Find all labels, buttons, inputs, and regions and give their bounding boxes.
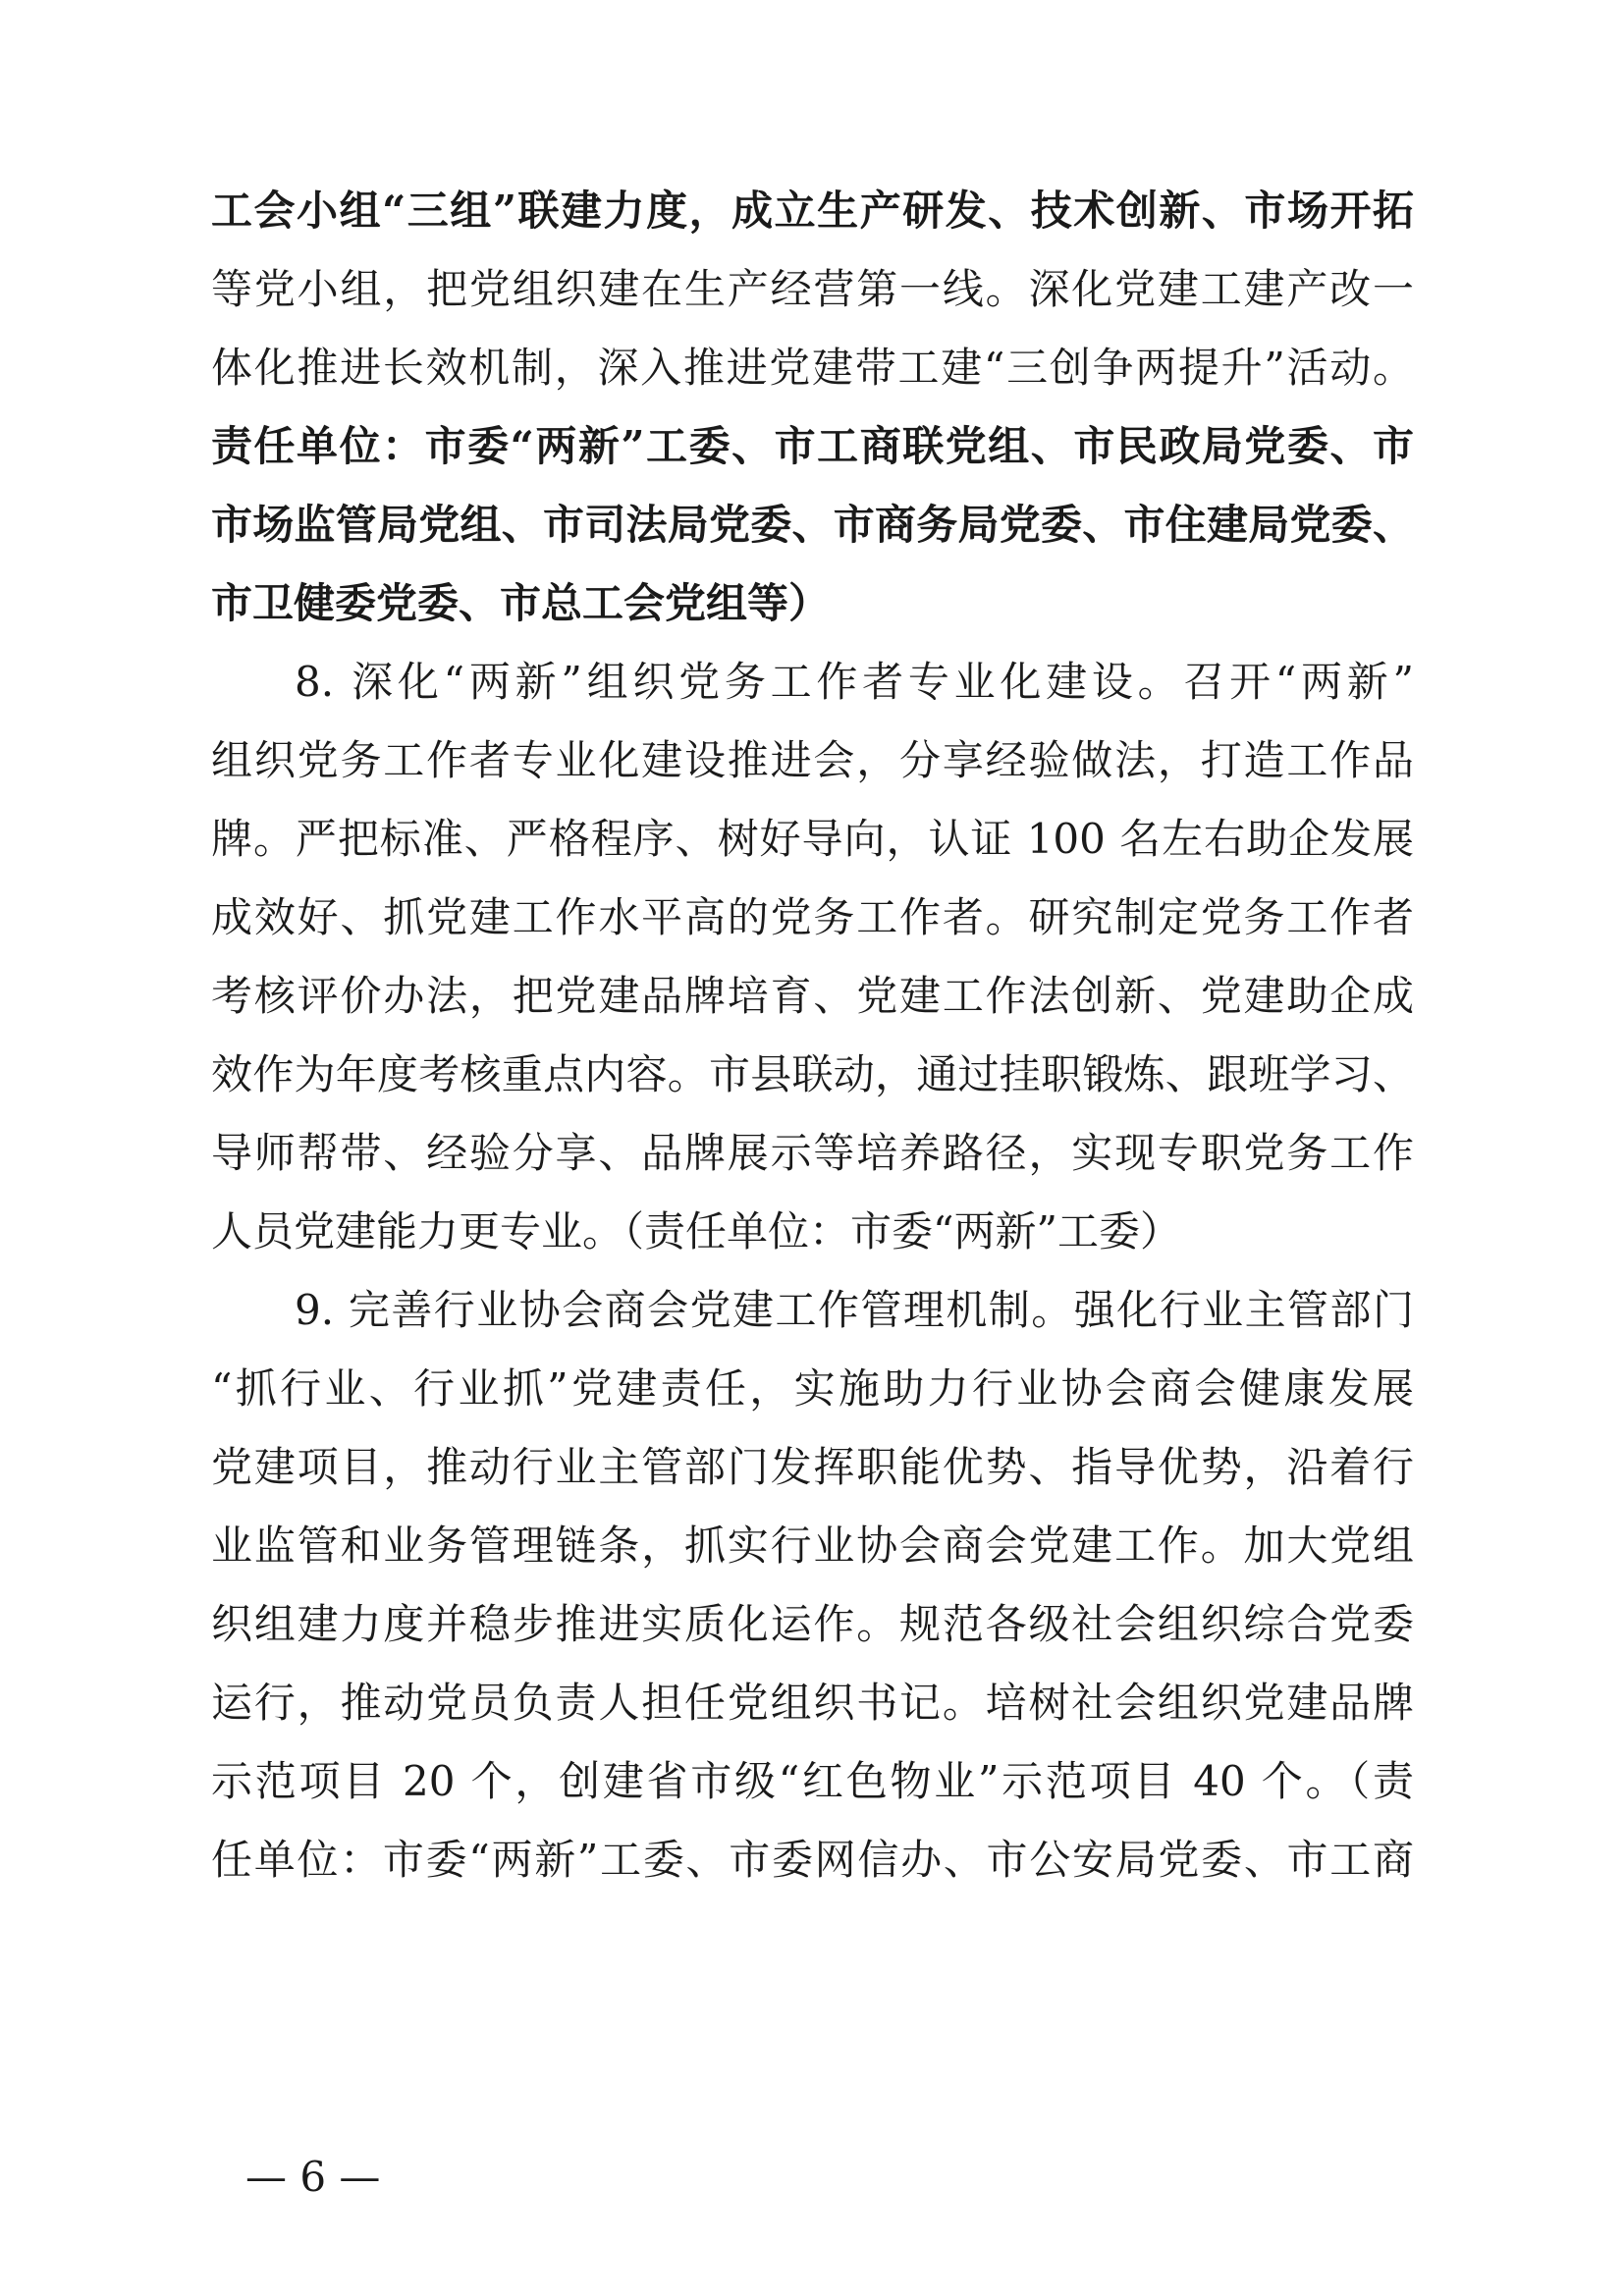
text-line-19: 织组建力度并稳步推进实质化运作。规范各级社会组织综合党委 [211,1600,1414,1648]
section-9-heading-line: 9. 完善行业协会商会党建工作管理机制。强化行业主管部门 [295,1286,1414,1334]
text-line-16: “抓行业、行业抓”党建责任，实施助力行业协会商会健康发展 [211,1364,1414,1413]
text-line-4: 责任单位：市委“两新”工委、市工商联党组、市民政局党委、市 [211,422,1414,470]
text-line-8: 组织党务工作者专业化建设推进会，分享经验做法，打造工作品 [211,736,1414,784]
text-line-21: 示范项目 20 个，创建省市级“红色物业”示范项目 40 个。（责 [211,1757,1414,1805]
text-line-12: 效作为年度考核重点内容。市县联动，通过挂职锻炼、跟班学习、 [211,1050,1414,1098]
text-line-2: 等党小组，把党组织建在生产经营第一线。深化党建工建产改一 [211,265,1414,313]
page-number: — 6 — [245,2153,381,2201]
text-line-9: 牌。严把标准、严格程序、树好导向，认证 100 名左右助企发展 [211,815,1414,863]
text-line-18: 业监管和业务管理链条，抓实行业协会商会党建工作。加大党组 [211,1522,1414,1570]
text-line-22: 任单位：市委“两新”工委、市委网信办、市公安局党委、市工商 [211,1836,1414,1884]
text-line-6: 市卫健委党委、市总工会党组等） [211,579,831,627]
text-line-17: 党建项目，推动行业主管部门发挥职能优势、指导优势，沿着行 [211,1443,1414,1491]
text-line-13: 导师帮带、经验分享、品牌展示等培养路径，实现专职党务工作 [211,1129,1414,1177]
text-line-1: 工会小组“三组”联建力度，成立生产研发、技术创新、市场开拓 [211,187,1414,235]
text-line-5: 市场监管局党组、市司法局党委、市商务局党委、市住建局党委、 [211,501,1414,549]
text-line-11: 考核评价办法，把党建品牌培育、党建工作法创新、党建助企成 [211,972,1414,1020]
section-8-heading-line: 8. 深化“两新”组织党务工作者专业化建设。召开“两新” [295,658,1414,706]
text-line-20: 运行，推动党员负责人担任党组织书记。培树社会组织党建品牌 [211,1679,1414,1727]
text-line-14: 人员党建能力更专业。（责任单位：市委“两新”工委） [211,1207,1181,1255]
text-line-3: 体化推进长效机制，深入推进党建带工建“三创争两提升”活动。 [211,344,1414,392]
text-line-10: 成效好、抓党建工作水平高的党务工作者。研究制定党务工作者 [211,893,1414,941]
